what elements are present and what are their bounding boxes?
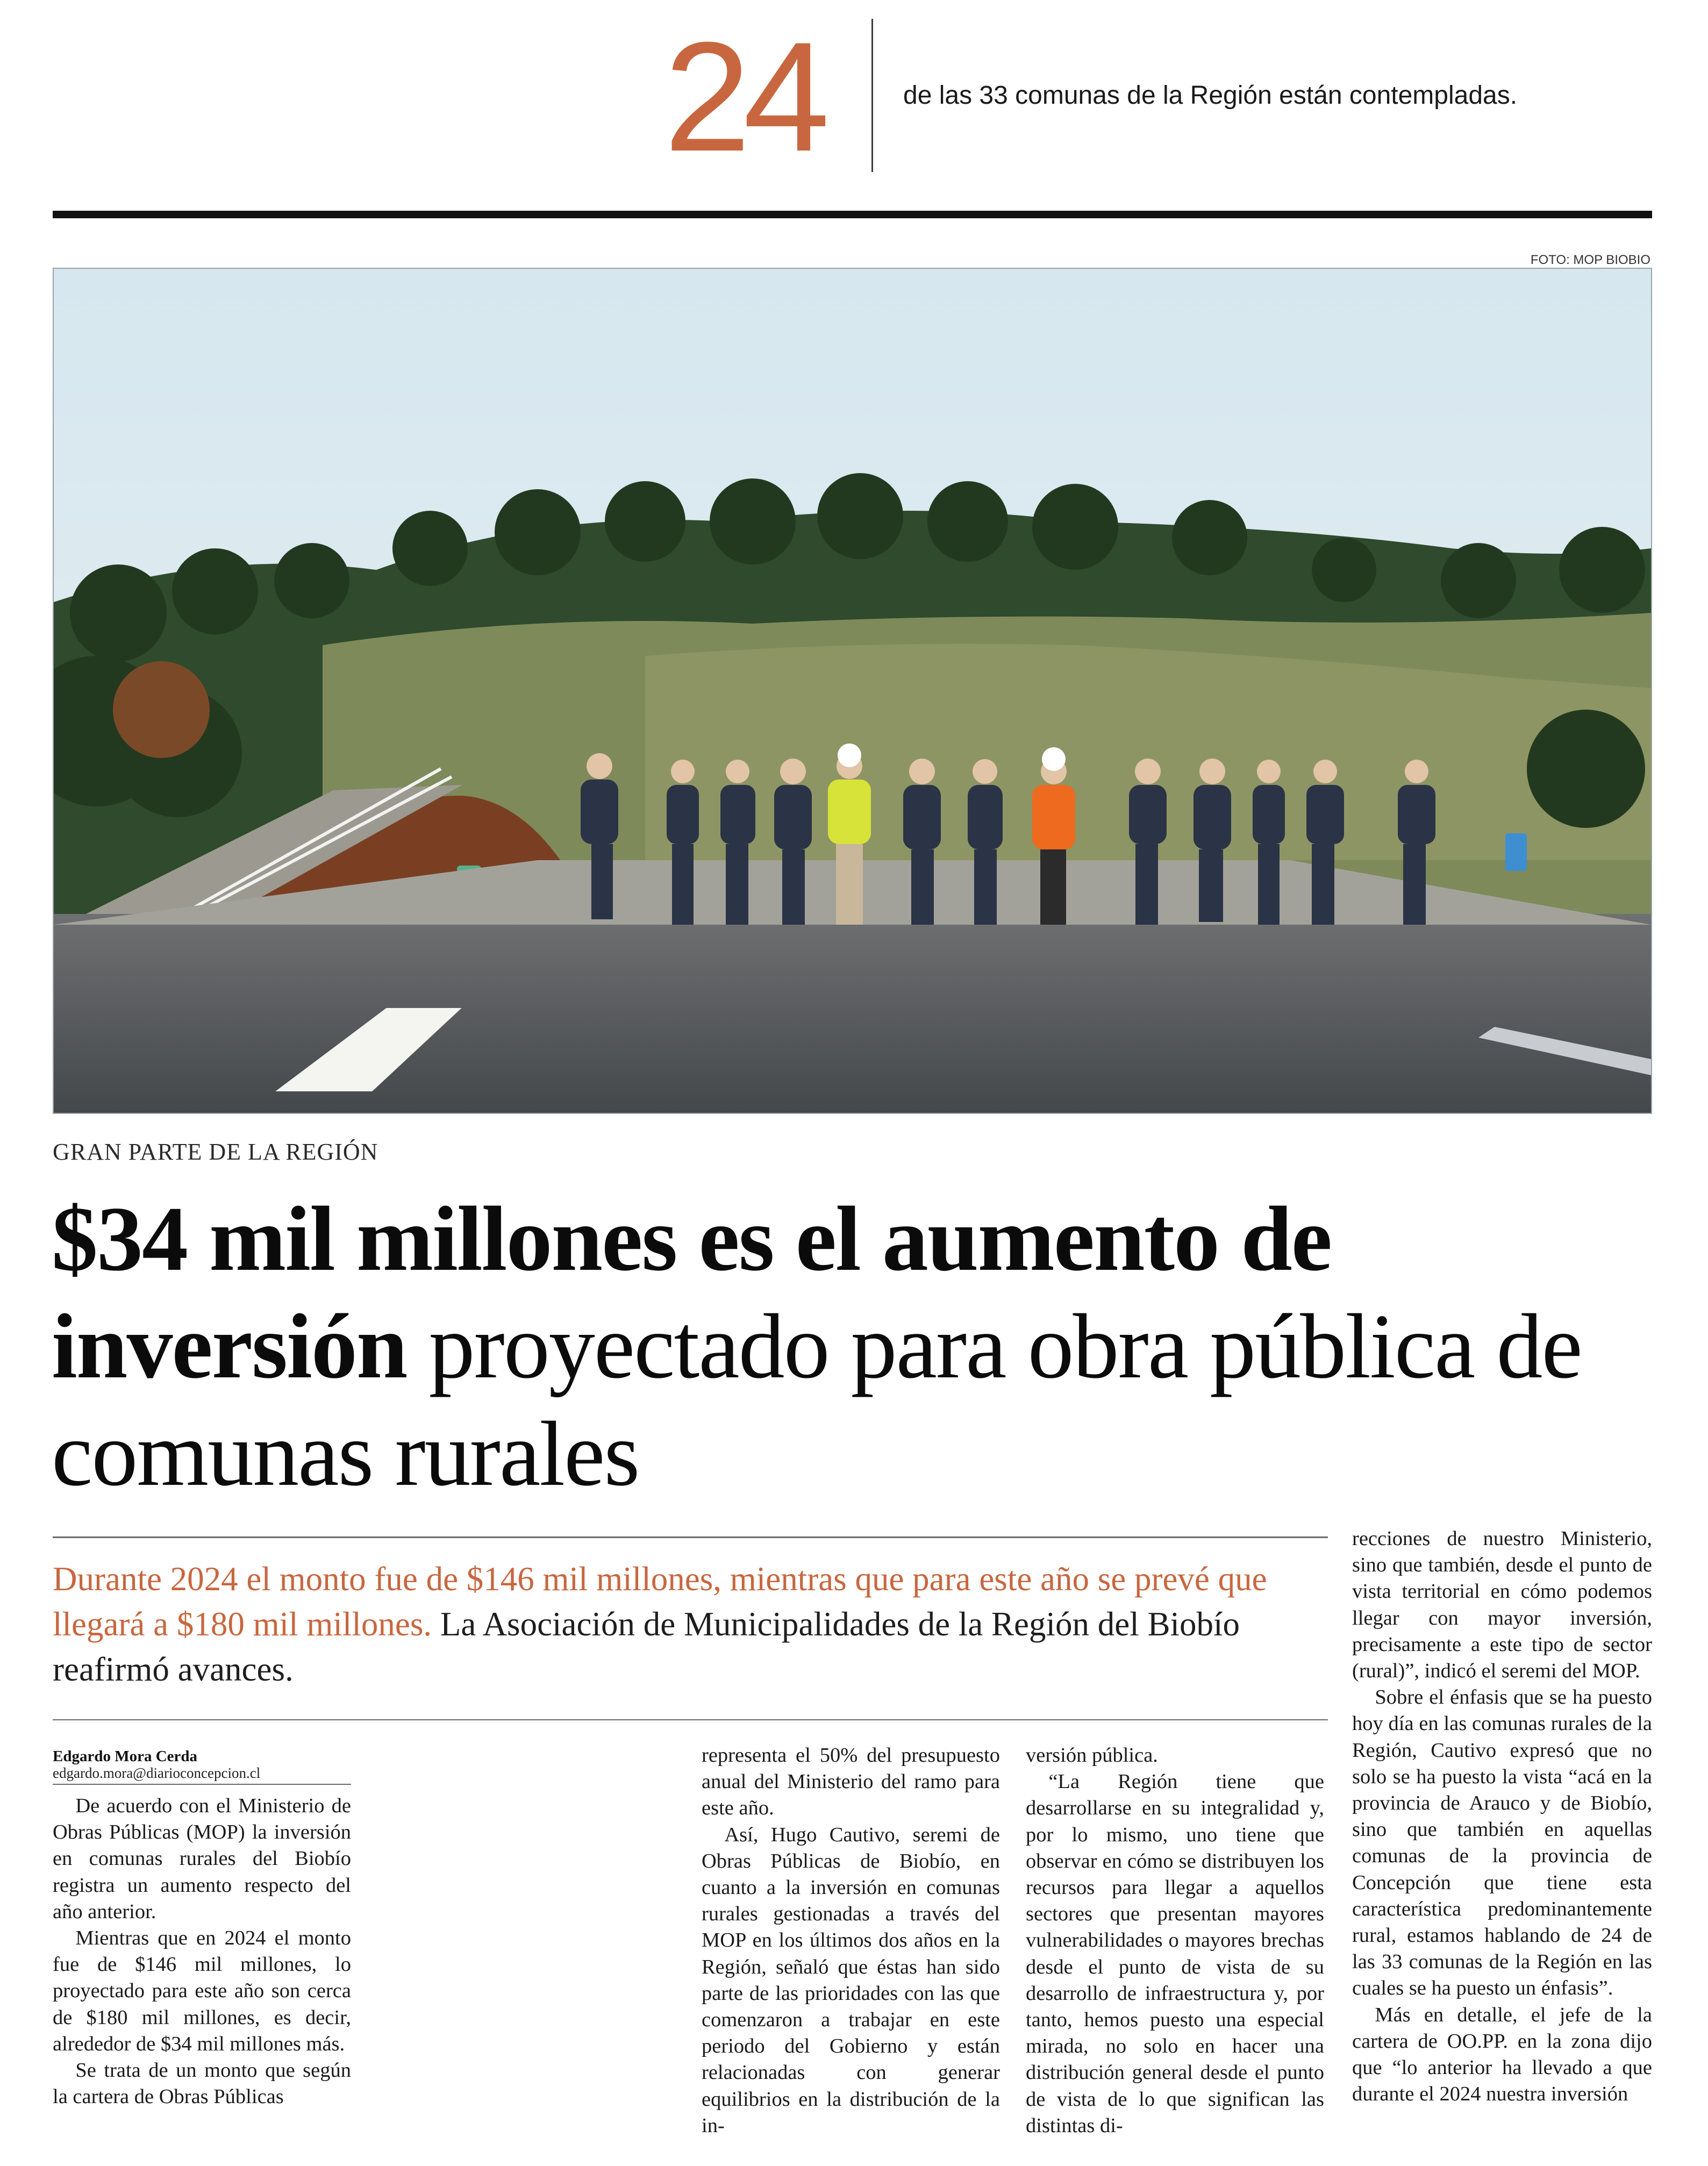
body-column-1 [53,1793,351,2110]
paragraph: Sobre el énfasis que se ha puesto hoy día en las comunas rurales de la Región, Cautivo expresó que no solo se ha puesto la vista “acá en la provincia de Arauco y de Biobío, sino que también en aquellas comunas de la provincia de Concepción que tiene esta característica predominantemente rural, estamos hablando de 24 de las 33 comunas de la Región en las cuales se ha puesto un énfasis”. [1352,1686,1652,2000]
headline-light: proyectado para obra pública de comunas rurales [52,1296,1582,1505]
paragraph: De acuerdo con el Ministerio de Obras Públicas (MOP) la inversión en comunas rurales del Biobío registra un aumento respecto del año anterior. [53,1795,351,1923]
paragraph: Más en detalle, el jefe de la cartera de OO.PP. en la zona dijo que “lo anterior ha llevado a que durante el 2024 nuestra inversión [1352,2003,1652,2106]
deck-accent: Durante 2024 el monto fue de $146 mil millones, mientras que para este año se prevé que llegará a $180 mil millones. [53,1560,1267,1643]
photo-credit: FOTO: MOP BIOBIO [1530,253,1650,267]
paragraph: Así, Hugo Cautivo, seremi de Obras Públicas de Biobío, en cuanto a la inversión en comunas rurales gestionadas a través del MOP en los últimos dos años en la Región, señaló que éstas han sido parte de las prioridades con las que comenzaron a trabajar en este periodo del Gobierno y están relacionadas con generar equilibrios en la distribución de la in- [702,1823,1000,2137]
paragraph: Mientras que en 2024 el monto fue de $146 mil millones, lo proyectado para este año son cerca de $180 mil millones, es decir, alrededor de $34 mil millones más. [53,1927,351,2055]
article-photo [53,268,1652,1114]
road-scene-illustration [54,269,1651,1113]
paragraph: “La Región tiene que desarrollarse en su integralidad y, por lo mismo, uno tiene que observar en cómo se distribuyen los recursos para llegar a aquellos sectores que presentan mayores vulnerabilidades o mayores brechas desde el punto de vista de su desarrollo de infraestructura y, por tanto, hemos puesto una especial mirada, no solo en hacer una distribución general desde el punto de vista de lo que significan las distintas di- [1026,1770,1324,2137]
byline-author: Edgardo Mora Cerda [53,1748,198,1765]
headline-rule-top [53,1536,1328,1538]
headline-bold: $34 mil millones es el aumento de inversión [52,1188,1332,1398]
byline-rule [53,1784,351,1785]
headline-rule-bottom [53,1719,1328,1720]
byline-email[interactable]: edgardo.mora@diarioconcepcion.cl [53,1765,261,1781]
stat-divider [871,19,873,172]
paragraph: Se trata de un monto que según la cartera de Obras Públicas [53,2059,351,2108]
paragraph: recciones de nuestro Ministerio, sino que también, desde el punto de vista territorial en cómo podemos llegar con mayor inversión, precisamente a este tipo de sector (rural)”, indicó el seremi del MOP. [1352,1527,1652,1683]
paragraph: representa el 50% del presupuesto anual del Ministerio del ramo para este año. [702,1744,1000,1820]
stat-number: 24 [664,10,823,184]
article-kicker: GRAN PARTE DE LA REGIÓN [53,1139,378,1165]
deck-rest: La Asociación de Municipalidades de la Región del Biobío reafirmó avances. [53,1605,1240,1688]
article-deck [53,1556,1328,1692]
body-column-4 [1352,1526,1652,2107]
top-rule [53,211,1652,218]
article-headline [52,1185,1638,1508]
paragraph: versión pública. [1026,1744,1158,1767]
stat-text: de las 33 comunas de la Región están contempladas. [903,81,1518,110]
body-column-2 [702,1742,1000,2139]
body-column-3 [1026,1742,1324,2139]
